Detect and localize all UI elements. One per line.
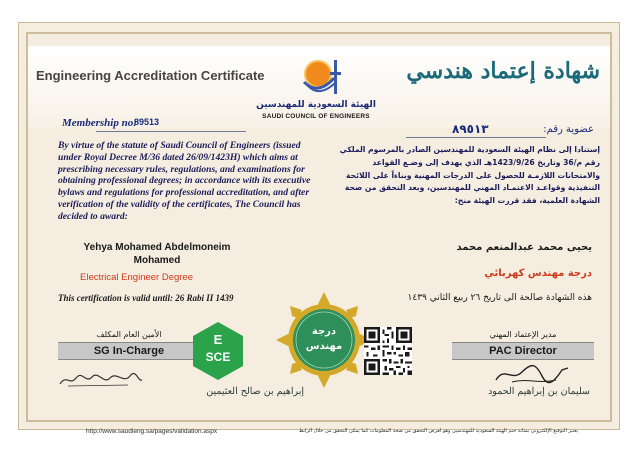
badge-letter: E (213, 332, 223, 347)
validity-text-ar: هذه الشهادة صالحة الى تاريخ ٢٦ ربيع الثاني ١٤٣٩ (407, 293, 592, 303)
statute-text-en: By virtue of the statute of Saudi Council of Engineers (issued under Royal Decree M/36 dated 26/09/1423H) which aims at prescribing necessary rules, regulations, and examinations for obtaining professional degrees; in accordance with its executive bylaws and regulations for professional accreditation, and after verification of the validity of the certificates, The Council has decided to award: (58, 140, 311, 222)
awardee-name-ar: يحيى محمد عبدالمنعم محمد (456, 242, 592, 253)
certificate-title-en: Engineering Accreditation Certificate (36, 68, 265, 83)
degree-title-en: Electrical Engineer Degree (80, 272, 194, 283)
membership-number-en: 89513 (134, 117, 160, 127)
membership-underline-ar (406, 137, 546, 138)
membership-label-en: Membership no: (62, 117, 137, 129)
membership-label-ar: عضوية رقم: (543, 124, 594, 135)
seal-text-line1: درجة (311, 326, 337, 337)
membership-underline-en (96, 131, 246, 132)
badge-sce: SCE (205, 350, 231, 364)
council-name-ar: الهيئة السعودية للمهندسين (256, 100, 376, 110)
degree-title-ar: درجة مهندس كهربائي (484, 268, 592, 279)
council-logo (300, 56, 344, 98)
signatory-left-name: إبراهيم بن صالح العثيمين (206, 386, 304, 397)
validation-url[interactable]: http://www.saudieng.sa/pages/validation.aspx (86, 428, 218, 435)
degree-seal (274, 290, 374, 390)
validity-text-en: This certification is valid until: 26 Rabi II 1439 (58, 293, 234, 303)
signatory-left-title-en: SG In-Charge (58, 342, 200, 360)
awardee-name-en: Yehya Mohamed Abdelmoneim Mohamed (83, 242, 231, 266)
validation-note-ar: يعتبر التوقيع الإلكتروني بمثابة ختم الهيئة السعودية للمهندسين وهو لغرض التحقق من صحة المعلومات كما يمكن التحقق من خلال الرابط (298, 428, 578, 434)
seal-text-line2: مهندس (305, 341, 343, 352)
signatory-left-title-ar: الأمين العام المكلف (96, 330, 162, 339)
signatory-left (58, 330, 200, 374)
verification-qr-code[interactable] (364, 327, 412, 375)
signatory-right-title-ar: مدير الإعتماد المهني (489, 330, 557, 339)
signatory-right-title-en: PAC Director (452, 342, 594, 360)
statute-text-ar: إستنادا إلى نظام الهيئة السعودية للمهندسين الصادر بالمرسوم الملكي رقم م/36 وتاريخ 1423/9/26هـ الذي يهدف إلى وضـع القواعد والامتحانات اللازمـة للحصول على الدرجات المهنية وبناءاً على اللائحة التنفيذية وقواعـد الاعتمـاد المهني للمهندسين، وبعد التحقق من صحة الشهادة العلمية، فقد قررت الهيئة منح: (339, 145, 600, 206)
council-name-en: SAUDI COUNCIL OF ENGINEERS (262, 113, 370, 120)
signatory-right-name: سليمان بن إبراهيم الحمود (488, 386, 590, 397)
certificate-title-ar: شهادة إعتماد هندسي (406, 58, 600, 84)
membership-number-ar: ٨٩٥١٣ (452, 122, 489, 136)
signature-right (492, 362, 572, 386)
